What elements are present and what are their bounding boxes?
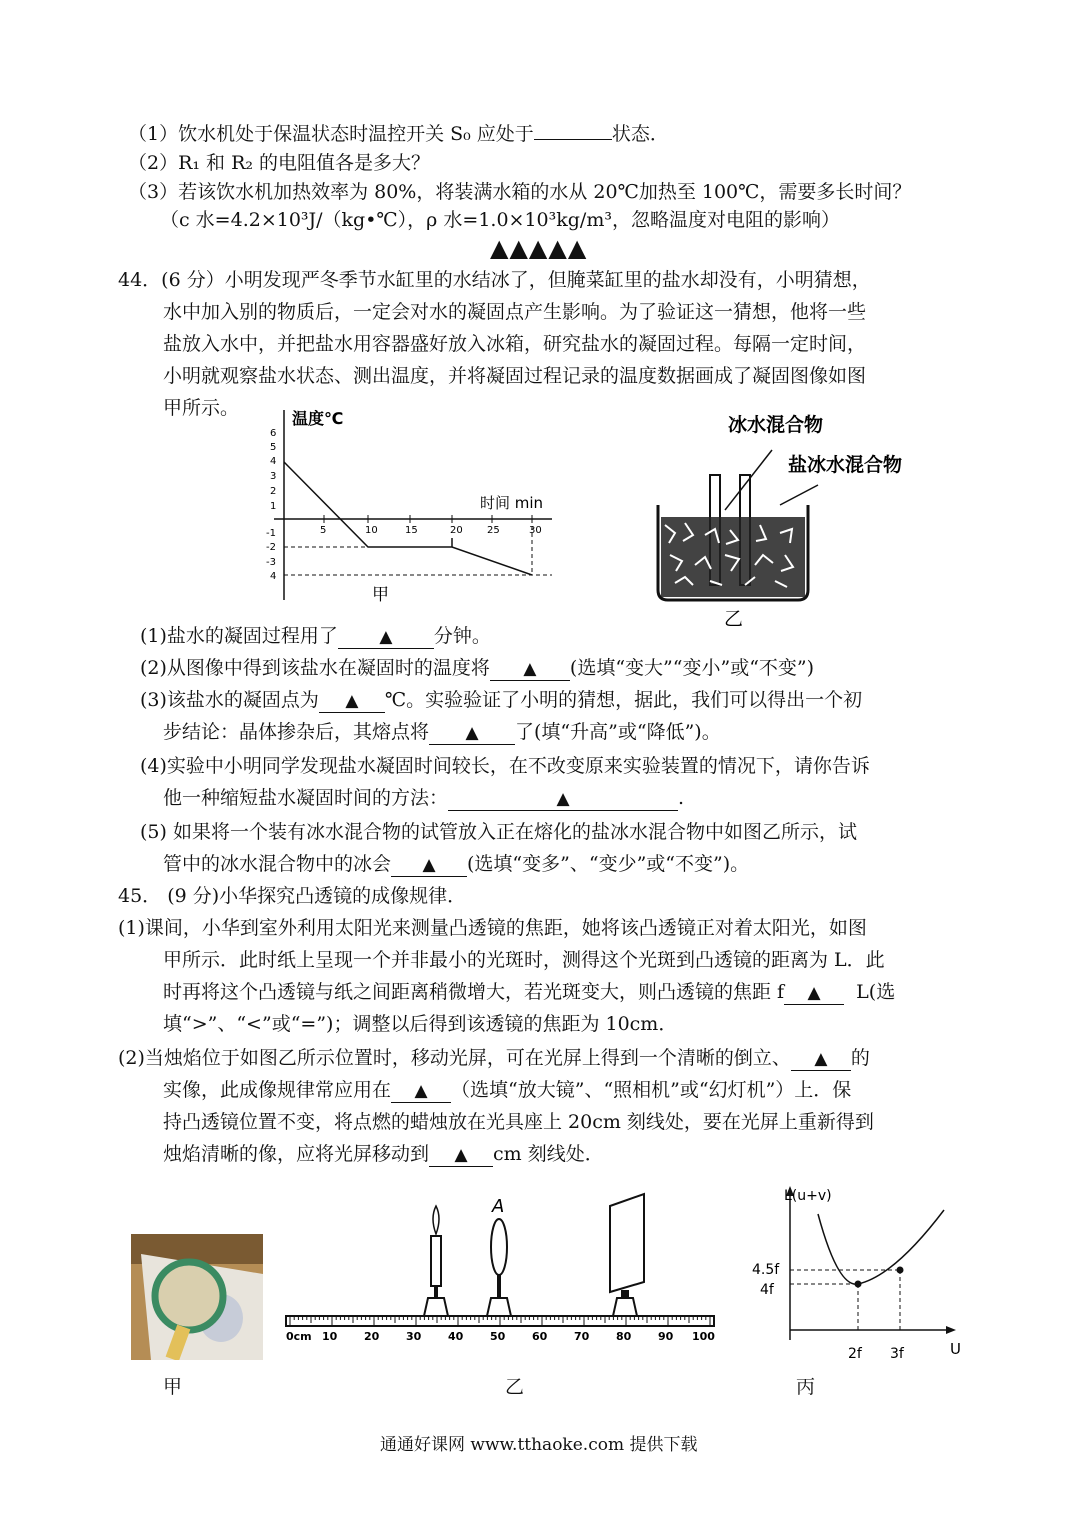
page-footer: 通通好课网 www.tthaoke.com 提供下载 — [380, 1435, 698, 1455]
q44-p4b-text: 他一种缩短盐水凝固时间的方法： — [163, 787, 449, 809]
point-3f — [897, 1267, 904, 1274]
ytick: -3 — [266, 557, 276, 568]
q45-p2-2 — [163, 1076, 851, 1104]
section-divider-stars: ▲▲▲▲▲ — [490, 234, 588, 262]
q45-p2b-text: 的 — [850, 1047, 870, 1069]
graph-xlabel: 时间 min — [480, 494, 544, 512]
q44-p3c-text: 步结论：晶体掺杂后，其熔点将 — [163, 721, 430, 743]
q44-p3-cont — [163, 718, 721, 746]
beaker-figure — [650, 405, 950, 635]
uv-ylabel: L(u+v) — [784, 1188, 832, 1204]
answer-triangle: ▲ — [454, 1145, 468, 1165]
q44-p5c-text: (选填“变多”、“变少”或“不变”)。 — [467, 853, 750, 875]
uv-x2-label: 3f — [890, 1346, 904, 1362]
q44-p2 — [140, 654, 814, 682]
q44-p3d-text: 了(填“升高”或“降低”)。 — [515, 721, 721, 743]
rail-tick: 10 — [322, 1330, 338, 1343]
q43-sub2: （2）R₁ 和 R₂ 的电阻值各是多大？ — [128, 152, 431, 174]
q44-p4-cont — [163, 784, 684, 812]
uv-y1-label: 4.5f — [752, 1262, 780, 1278]
answer-triangle: ▲ — [814, 1049, 828, 1069]
q44-p1-end: 分钟。 — [433, 625, 491, 647]
xtick: 20 — [450, 525, 463, 536]
q43-sub1-text: （1）饮水机处于保温状态时温控开关 S₀ 应处于 — [128, 123, 534, 145]
fig-bing-caption: 丙 — [796, 1376, 816, 1398]
answer-triangle: ▲ — [379, 627, 393, 647]
answer-triangle: ▲ — [422, 855, 436, 875]
q45-p1-4: 填“>”、“<”或“=”)；调整以后得到该透镜的焦距为 10cm． — [163, 1013, 678, 1035]
q45-p1: (1)课间，小华到室外利用太阳光来测量凸透镜的焦距，她将该凸透镜正对着太阳光，如图 — [118, 917, 867, 939]
fig-yi-caption: 乙 — [505, 1376, 525, 1398]
point-2f — [855, 1281, 862, 1288]
xtick: 15 — [405, 525, 418, 536]
rail-tick-labels — [286, 1330, 715, 1343]
q45-p1d-text: L(选 — [856, 981, 896, 1003]
xtick: 10 — [365, 525, 378, 536]
q45-p1c-text: 时再将这个凸透镜与纸之间距离稍微增大，若光斑变大，则凸透镜的焦距 f — [163, 981, 785, 1003]
answer-blank[interactable] — [490, 657, 570, 681]
answer-blank[interactable] — [429, 721, 515, 745]
answer-blank[interactable] — [784, 981, 844, 1005]
optical-bench — [284, 1192, 716, 1362]
fig-jia-caption: 甲 — [163, 1376, 183, 1398]
answer-triangle: ▲ — [465, 723, 479, 743]
ytick: -2 — [266, 542, 276, 553]
xtick: 30 — [529, 525, 542, 536]
xtick: 5 — [320, 525, 327, 536]
q45-p1-2: 甲所示．此时纸上呈现一个并非最小的光斑时，测得这个光斑到凸透镜的距离为 L．此 — [163, 949, 885, 971]
rail-tick: 100 — [692, 1330, 715, 1343]
q44-p3-text: (3)该盐水的凝固点为 — [140, 689, 319, 711]
answer-blank[interactable] — [391, 853, 467, 877]
solidification-graph — [262, 400, 562, 610]
lens-icon — [155, 1262, 223, 1330]
q44-p5b-text: 管中的冰水混合物中的冰会 — [163, 853, 392, 875]
q44-intro-5: 甲所示。 — [163, 397, 240, 419]
q43-sub1-end: 状态． — [611, 123, 669, 145]
q45-p2 — [118, 1044, 870, 1072]
rail-tick: 80 — [616, 1330, 632, 1343]
answer-blank[interactable] — [338, 625, 434, 649]
q45-p1-3 — [163, 978, 895, 1006]
rail-tick: 0cm — [286, 1330, 312, 1343]
rail-tick: 30 — [406, 1330, 422, 1343]
graph-caption: 甲 — [372, 585, 389, 605]
rail-tick: 20 — [364, 1330, 380, 1343]
candle-flame — [433, 1206, 439, 1234]
answer-triangle: ▲ — [345, 691, 359, 711]
rail-tick: 50 — [490, 1330, 506, 1343]
q45-p2-3: 持凸透镜位置不变，将点燃的蜡烛放在光具座上 20cm 刻线处，要在光屏上重新得到 — [163, 1111, 874, 1133]
q44-p2-text: (2)从图像中得到该盐水在凝固时的温度将 — [140, 657, 490, 679]
uv-xlabel: U — [950, 1340, 961, 1358]
uv-y2-label: 4f — [760, 1282, 774, 1298]
ytick: 6 — [270, 428, 277, 439]
q45-p2g-text: cm 刻线处． — [493, 1143, 604, 1165]
graph-xticks — [320, 525, 542, 536]
answer-blank[interactable] — [429, 1143, 493, 1167]
ytick: 5 — [270, 442, 277, 453]
ice-fill — [661, 517, 805, 597]
ytick: 1 — [270, 501, 277, 512]
q44-p5: (5) 如果将一个装有冰水混合物的试管放入正在熔化的盐冰水混合物中如图乙所示，试 — [140, 821, 857, 843]
answer-triangle: ▲ — [523, 659, 537, 679]
convex-lens — [491, 1219, 507, 1275]
answer-triangle: ▲ — [556, 789, 570, 809]
answer-blank[interactable] — [791, 1047, 851, 1071]
q44-intro-3: 盐放入水中，并把盐水用容器盛好放入冰箱，研究盐水的凝固过程。每隔一定时间， — [163, 333, 867, 355]
lens-label: A — [492, 1196, 505, 1217]
screen — [610, 1194, 644, 1292]
q44-p2-end: (选填“变大”“变小”或“不变”) — [569, 657, 815, 679]
rail-tick: 60 — [532, 1330, 548, 1343]
q44-intro-1: 44．(6 分）小明发现严冬季节水缸里的水结冰了，但腌菜缸里的盐水却没有，小明猜想， — [118, 269, 871, 291]
uv-curve — [818, 1210, 944, 1284]
ytick: 2 — [270, 486, 277, 497]
magnifier-photo — [131, 1234, 263, 1360]
q45-p2-4 — [163, 1140, 604, 1168]
q45-p2c-text: 实像，此成像规律常应用在 — [163, 1079, 392, 1101]
ytick: 3 — [270, 471, 277, 482]
ytick: 4 — [270, 456, 277, 467]
answer-blank[interactable] — [534, 139, 612, 140]
q44-p3 — [140, 686, 862, 714]
rail-tick: 40 — [448, 1330, 464, 1343]
q44-p4c-text: . — [678, 787, 685, 809]
q44-p1-text: (1)盐水的凝固过程用了 — [140, 625, 338, 647]
graph-yticks — [266, 428, 276, 582]
rail-tick: 70 — [574, 1330, 590, 1343]
q45-p2d-text: （选填“放大镜”、“照相机”或“幻灯机”）上．保 — [451, 1079, 852, 1101]
label-salt-ice-water: 盐冰水混合物 — [788, 454, 903, 476]
q43-sub1 — [128, 120, 669, 148]
q44-p1 — [140, 622, 491, 650]
answer-triangle: ▲ — [414, 1081, 428, 1101]
q44-p4: (4)实验中小明同学发现盐水凝固时间较长，在不改变原来实验装置的情况下，请你告诉 — [140, 755, 870, 777]
q44-intro-4: 小明就观察盐水状态、测出温度，并将凝固过程记录的温度数据画成了凝固图像如图 — [163, 365, 867, 387]
q43-sub3: （3）若该饮水机加热效率为 80%，将装满水箱的水从 20℃加热至 100℃，需要多长时间？ — [128, 181, 912, 203]
rail-tick: 90 — [658, 1330, 674, 1343]
q45-p2a-text: (2)当烛焰位于如图乙所示位置时，移动光屏，可在光屏上得到一个清晰的倒立、 — [118, 1047, 791, 1069]
ytick: 4 — [270, 571, 277, 582]
uv-x1-label: 2f — [848, 1346, 862, 1362]
label-ice-water: 冰水混合物 — [728, 414, 824, 436]
graph-ylabel: 温度℃ — [292, 409, 344, 428]
q44-p3-mid: ℃。实验验证了小明的猜想，据此，我们可以得出一个初 — [384, 689, 863, 711]
q45-title: 45． (9 分)小华探究凸透镜的成像规律． — [118, 885, 467, 907]
q45-p2f-text: 烛焰清晰的像，应将光屏移动到 — [163, 1143, 430, 1165]
answer-triangle: ▲ — [807, 983, 821, 1003]
q43-sub3-constants: （c 水=4.2×10³J/（kg•℃），ρ 水=1.0×10³kg/m³，忽略温度对电阻的影响） — [160, 209, 840, 231]
ytick: -1 — [266, 528, 276, 539]
answer-blank[interactable] — [319, 689, 385, 713]
beaker-caption: 乙 — [724, 608, 744, 630]
xtick: 25 — [487, 525, 500, 536]
uv-graph — [744, 1180, 974, 1370]
q44-intro-2: 水中加入别的物质后，一定会对水的凝固点产生影响。为了验证这一猜想，他将一些 — [163, 301, 867, 323]
answer-blank[interactable] — [448, 787, 678, 811]
answer-blank[interactable] — [391, 1079, 451, 1103]
candle — [431, 1236, 441, 1286]
q44-p5-cont — [163, 850, 749, 878]
